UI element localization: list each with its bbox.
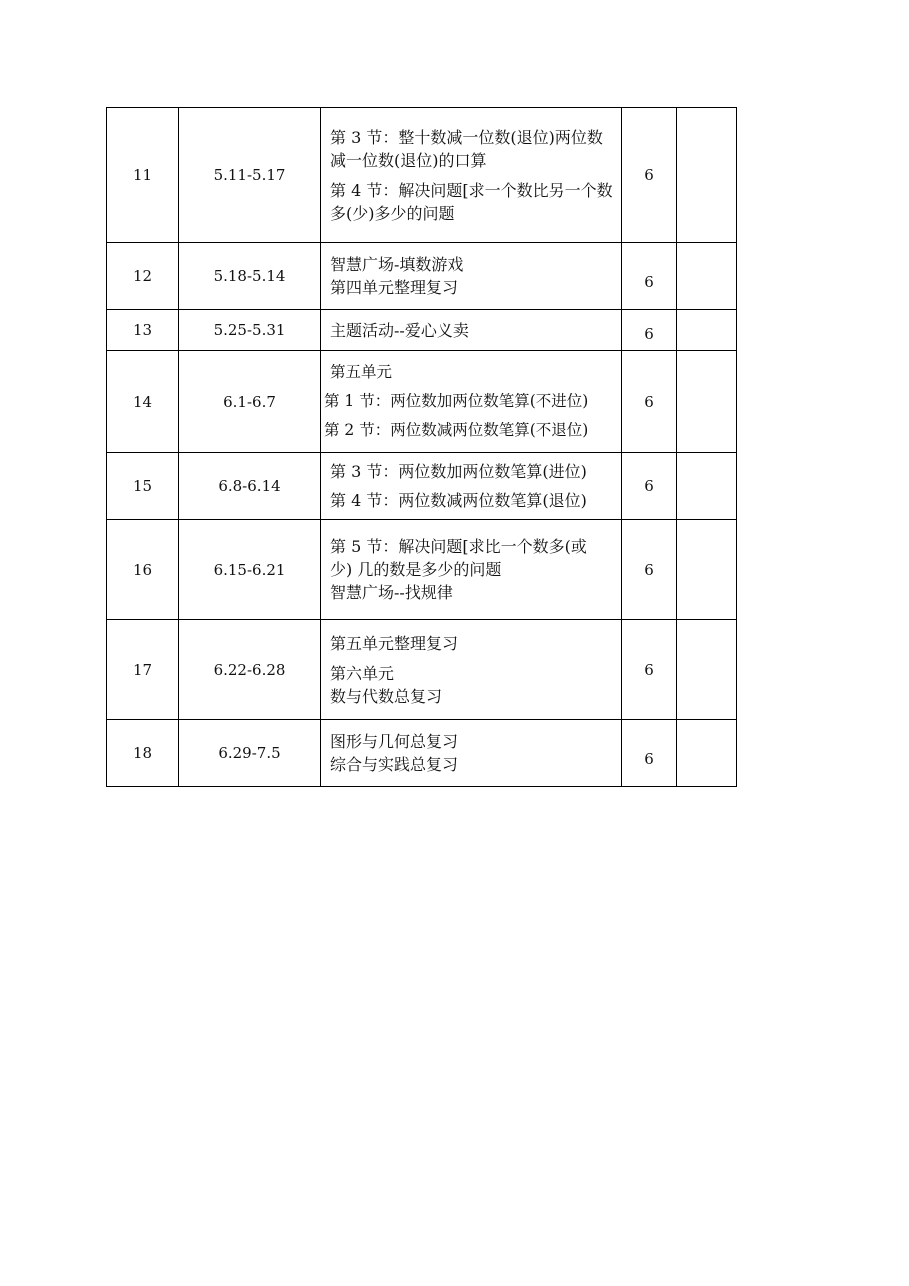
week-number-cell: 15 bbox=[107, 453, 179, 520]
content-line: 第五单元整理复习 bbox=[330, 633, 459, 653]
notes-cell bbox=[677, 310, 737, 351]
notes-cell bbox=[677, 108, 737, 243]
content-cell bbox=[321, 351, 622, 453]
content-line: 第 2 节：两位数减两位数笔算(不退位) bbox=[324, 421, 589, 439]
content-line: 综合与实践总复习 bbox=[330, 755, 459, 774]
content-cell bbox=[321, 520, 622, 620]
content-line: 第 3 节：两位数加两位数笔算(进位) bbox=[330, 462, 587, 481]
content-line: 第 4 节：解决问题[求一个数比另一个数 多(少)多少的问题 bbox=[330, 180, 613, 223]
hours-cell: 6 bbox=[622, 351, 677, 453]
content-line: 第五单元 bbox=[330, 363, 393, 381]
notes-cell bbox=[677, 520, 737, 620]
content-line: 第 5 节：解决问题[求比一个数多(或少) 几的数是多少的问题 bbox=[330, 537, 587, 579]
date-range-cell: 5.11-5.17 bbox=[179, 108, 321, 243]
date-range-cell: 6.8-6.14 bbox=[179, 453, 321, 520]
content-line: 主题活动--爱心义卖 bbox=[330, 320, 469, 340]
hours-cell bbox=[622, 243, 677, 310]
hours-cell: 6 bbox=[622, 453, 677, 520]
table-row bbox=[107, 720, 737, 787]
hours-value: 6 bbox=[644, 273, 654, 291]
date-range-cell: 6.29-7.5 bbox=[179, 720, 321, 787]
content-line: 数与代数总复习 bbox=[330, 686, 443, 706]
notes-cell bbox=[677, 351, 737, 453]
hours-cell bbox=[622, 310, 677, 351]
content-line: 第六单元 bbox=[330, 663, 395, 683]
content-line: 第 3 节：整十数减一位数(退位)两位数 减一位数(退位)的口算 bbox=[330, 127, 603, 170]
week-number-cell: 14 bbox=[107, 351, 179, 453]
content-cell bbox=[321, 108, 622, 243]
table-row bbox=[107, 620, 737, 720]
hours-cell: 6 bbox=[622, 520, 677, 620]
content-line: 第四单元整理复习 bbox=[330, 278, 459, 297]
table-row bbox=[107, 453, 737, 520]
content-cell bbox=[321, 243, 622, 310]
week-number-cell: 18 bbox=[107, 720, 179, 787]
date-range-cell: 5.25-5.31 bbox=[179, 310, 321, 351]
content-line: 智慧广场--找规律 bbox=[330, 583, 453, 602]
notes-cell bbox=[677, 453, 737, 520]
week-number-cell: 11 bbox=[107, 108, 179, 243]
notes-cell bbox=[677, 243, 737, 310]
date-range-cell: 5.18-5.14 bbox=[179, 243, 321, 310]
week-number-cell: 12 bbox=[107, 243, 179, 310]
date-range-cell: 6.1-6.7 bbox=[179, 351, 321, 453]
content-cell bbox=[321, 620, 622, 720]
notes-cell bbox=[677, 720, 737, 787]
week-number-cell: 17 bbox=[107, 620, 179, 720]
date-range-cell: 6.22-6.28 bbox=[179, 620, 321, 720]
teaching-schedule-table bbox=[106, 107, 737, 787]
table-row bbox=[107, 108, 737, 243]
hours-cell: 6 bbox=[622, 108, 677, 243]
hours-cell: 6 bbox=[622, 620, 677, 720]
table-row bbox=[107, 351, 737, 453]
notes-cell bbox=[677, 620, 737, 720]
content-line: 第 4 节：两位数减两位数笔算(退位) bbox=[330, 491, 587, 510]
date-range-cell: 6.15-6.21 bbox=[179, 520, 321, 620]
hours-cell bbox=[622, 720, 677, 787]
content-cell bbox=[321, 453, 622, 520]
table-row bbox=[107, 310, 737, 351]
table-row bbox=[107, 243, 737, 310]
hours-value: 6 bbox=[644, 325, 654, 343]
table-row bbox=[107, 520, 737, 620]
week-number-cell: 16 bbox=[107, 520, 179, 620]
content-cell bbox=[321, 310, 622, 351]
week-number-cell: 13 bbox=[107, 310, 179, 351]
content-line: 图形与几何总复习 bbox=[330, 732, 459, 751]
content-line: 第 1 节：两位数加两位数笔算(不进位) bbox=[324, 392, 589, 410]
hours-value: 6 bbox=[644, 750, 654, 768]
content-line: 智慧广场-填数游戏 bbox=[330, 255, 464, 274]
content-cell bbox=[321, 720, 622, 787]
